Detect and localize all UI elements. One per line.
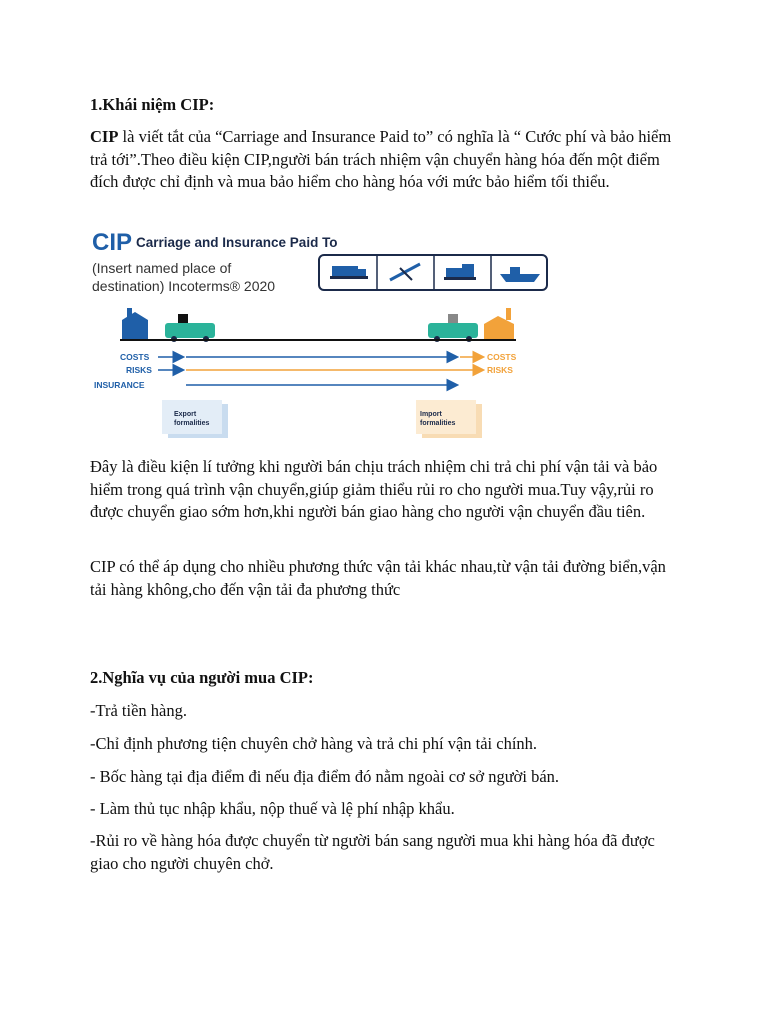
- intro-term: CIP: [90, 127, 119, 146]
- section2-heading: 2.Nghĩa vụ của người mua CIP:: [90, 668, 314, 687]
- risks-label-right: RISKS: [487, 365, 513, 375]
- costs-label-left: COSTS: [120, 352, 150, 362]
- list-item: - Làm thủ tục nhập khẩu, nộp thuế và lệ phí nhập khẩu.: [90, 799, 455, 818]
- export-label-1: Export: [174, 411, 197, 418]
- seller-building-icon: [122, 308, 148, 340]
- list-item: - Bốc hàng tại địa điểm đi nếu địa điểm đó nằm ngoài cơ sở người bán.: [90, 767, 560, 786]
- section1-paragraph-2: Đây là điều kiện lí tưởng khi người bán chịu trách nhiệm chi trả chi phí vận tải và bảo hiểm trong quá trình vận chuyển,giúp giảm thiểu rủi ro cho người mua.Tuy vậy,rủi ro được chuyển giao sớm hơn,khi người bán giao hàng cho người vận chuyển đầu tiên.: [90, 457, 658, 521]
- list-item: -Trả tiền hàng.: [90, 701, 188, 720]
- buyer-building-icon: [484, 308, 514, 340]
- destination-train-icon: [428, 314, 478, 342]
- import-formalities-card: [416, 400, 482, 438]
- diagram-title: Carriage and Insurance Paid To: [136, 235, 338, 250]
- section1-paragraph-3: CIP có thể áp dụng cho nhiều phương thức vận tải khác nhau,từ vận tải đường biển,vận tải hàng không,cho đến vận tải đa phương thức: [90, 557, 666, 599]
- diagram-abbr: CIP: [92, 229, 133, 256]
- origin-train-icon: [165, 314, 215, 342]
- import-label-2: formalities: [420, 420, 456, 427]
- export-label-2: formalities: [174, 420, 210, 427]
- diagram-subtitle-1: (Insert named place of: [92, 260, 232, 276]
- list-item: -Rủi ro về hàng hóa được chuyển từ người bán sang người mua khi hàng hóa đã được giao cho người chuyên chở.: [90, 831, 655, 873]
- diagram-subtitle-2: destination) Incoterms® 2020: [92, 278, 276, 294]
- intro-text: là viết tắt của “Carriage and Insurance Paid to” có nghĩa là “ Cước phí và bảo hiểm trả tới”.Theo điều kiện CIP,người bán trách nhiệm vận chuyển hàng hóa đến một điểm đích được chỉ định và mua bảo hiểm cho hàng hóa với mức bảo hiểm tối thiểu.: [90, 127, 672, 191]
- export-formalities-card: [162, 400, 228, 438]
- costs-label-right: COSTS: [487, 352, 517, 362]
- section1-heading: 1.Khái niệm CIP:: [90, 95, 215, 114]
- section1-intro: [90, 126, 680, 194]
- import-label-1: Import: [420, 411, 442, 418]
- cip-diagram: [90, 228, 550, 443]
- risks-label-left: RISKS: [126, 365, 152, 375]
- list-item: -Chỉ định phương tiện chuyên chở hàng và trả chi phí vận tải chính.: [90, 734, 538, 753]
- insurance-label: INSURANCE: [94, 380, 145, 390]
